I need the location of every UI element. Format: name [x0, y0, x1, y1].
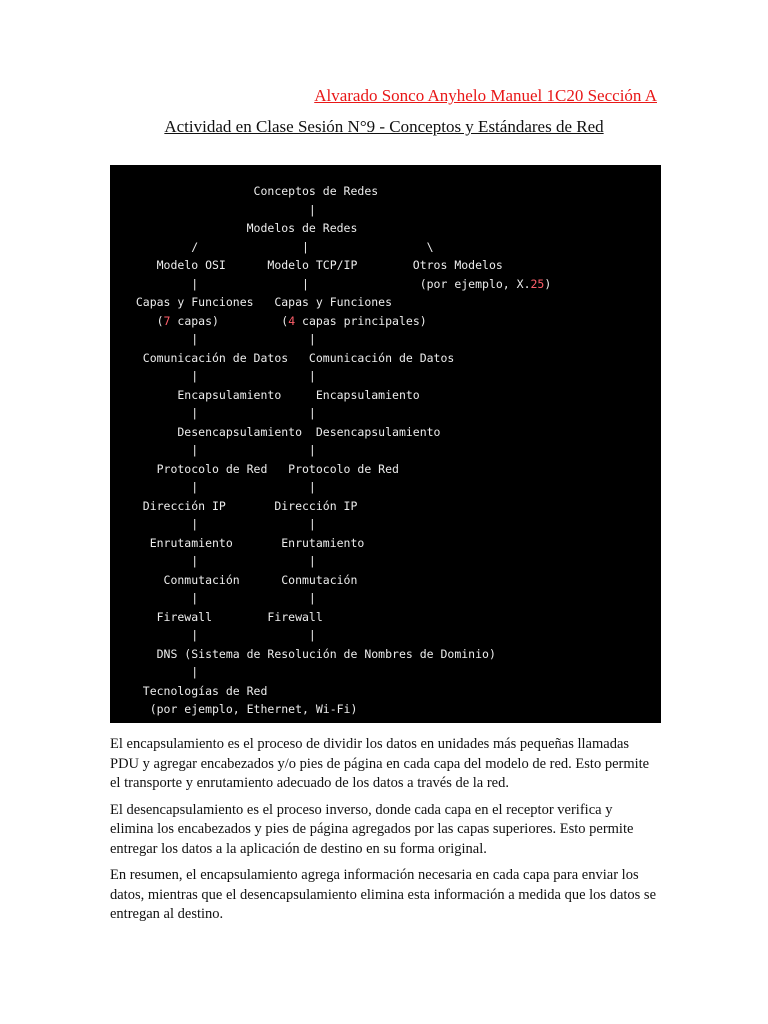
page-title: Actividad en Clase Sesión N°9 - Conceptos y Estándares de Red: [164, 117, 604, 136]
terminal-line: | |: [122, 517, 316, 531]
author-line: Alvarado Sonco Anyhelo Manuel 1C20 Sección A: [314, 86, 657, 105]
terminal-line: Capas y Funciones Capas y Funciones: [122, 295, 393, 309]
terminal-line: Dirección IP Dirección IP: [122, 498, 358, 513]
terminal-line: | |: [122, 554, 316, 568]
terminal-line: |: [122, 202, 316, 217]
terminal-line: | |: [122, 591, 316, 605]
terminal-line: | |: [122, 406, 316, 420]
terminal-line: | |: [122, 369, 316, 383]
terminal-line: | |: [122, 443, 316, 457]
terminal-line: / | \: [122, 239, 434, 254]
terminal-line: Encapsulamiento Encapsulamiento: [122, 387, 420, 402]
terminal-line: | | (por ejemplo, X.25): [122, 276, 552, 291]
paragraph-desencapsulamiento: El desencapsulamiento es el proceso inverso, donde cada capa en el receptor verifica y elimina los encabezados y pies de página agregados por las capas superiores. Esto permite entregar los datos a la aplicación de destino en su forma original.: [110, 801, 634, 857]
terminal-line: | |: [122, 480, 316, 494]
terminal-line: (por ejemplo, Ethernet, Wi-Fi): [122, 702, 358, 716]
terminal-line: DNS (Sistema de Resolución de Nombres de Dominio): [122, 646, 496, 661]
body-text: [110, 735, 658, 932]
terminal-line: Tecnologías de Red: [122, 683, 268, 698]
terminal-line: Enrutamiento Enrutamiento: [122, 535, 365, 550]
terminal-line: Firewall Firewall: [122, 609, 323, 624]
terminal-screenshot: [110, 165, 661, 723]
paragraph-resumen: En resumen, el encapsulamiento agrega información necesaria en cada capa para enviar los datos, mientras que el desencapsulamiento elimina esta información a medida que los datos se entregan al destino.: [110, 867, 657, 922]
terminal-line: Protocolo de Red Protocolo de Red: [122, 461, 399, 476]
terminal-line: | |: [122, 332, 316, 346]
terminal-line: | |: [122, 628, 316, 642]
terminal-line: Desencapsulamiento Desencapsulamiento: [122, 424, 441, 439]
terminal-line: Conceptos de Redes: [122, 184, 379, 198]
paragraph-encapsulamiento: El encapsulamiento es el proceso de dividir los datos en unidades más pequeñas llamadas PDU y agregar encabezados y/o pies de página en cada capa del modelo de red. Esto permite el transporte y enrutamiento adecuado de los datos a través de la red.: [110, 736, 650, 791]
terminal-line: |: [122, 665, 199, 679]
terminal-line: Modelos de Redes: [122, 221, 358, 235]
terminal-line: (7 capas) (4 capas principales): [122, 313, 427, 328]
terminal-line: Modelo OSI Modelo TCP/IP Otros Modelos: [122, 258, 503, 272]
terminal-text: [122, 182, 551, 719]
terminal-line: Comunicación de Datos Comunicación de Datos: [122, 350, 455, 365]
terminal-line: Conmutación Conmutación: [122, 572, 358, 587]
